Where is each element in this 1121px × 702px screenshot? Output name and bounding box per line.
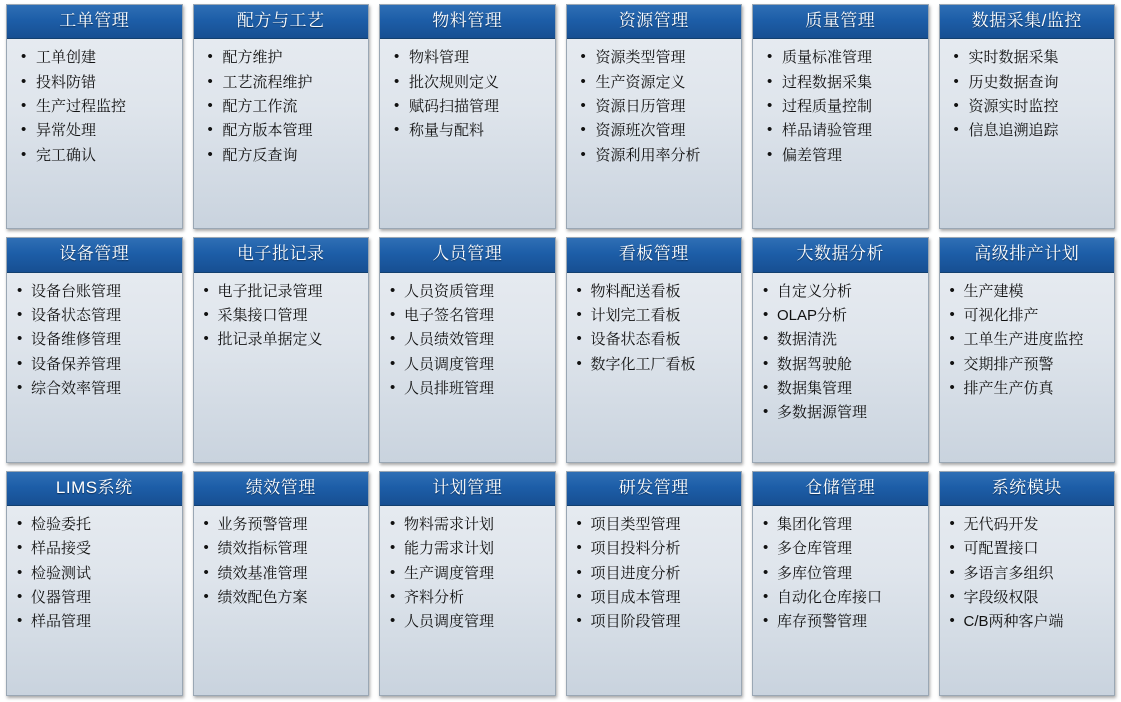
module-card-body xyxy=(567,506,742,695)
module-feature-item[interactable]: • 工单生产进度监控 xyxy=(950,329,1109,350)
module-card[interactable] xyxy=(193,237,370,462)
module-feature-item[interactable]: • 可配置接口 xyxy=(950,538,1109,559)
module-feature-item[interactable]: • 样品接受 xyxy=(17,538,176,559)
module-feature-item[interactable]: • 集团化管理 xyxy=(763,514,922,535)
module-feature-item[interactable]: • 绩效基准管理 xyxy=(204,563,363,584)
module-card-body xyxy=(567,39,742,228)
module-card-title: 电子批记录 xyxy=(194,238,369,272)
module-card-body xyxy=(380,273,555,462)
module-feature-item[interactable]: • 配方工作流 xyxy=(206,96,363,117)
module-card-body xyxy=(194,273,369,462)
module-feature-item[interactable]: • 赋码扫描管理 xyxy=(392,96,549,117)
module-card[interactable] xyxy=(193,471,370,696)
module-feature-list xyxy=(763,514,922,632)
module-card-title: 设备管理 xyxy=(7,238,182,272)
module-feature-item[interactable]: • 排产生产仿真 xyxy=(950,378,1109,399)
module-card-title: 系统模块 xyxy=(940,472,1115,506)
module-feature-item[interactable]: • 设备保养管理 xyxy=(17,354,176,375)
module-feature-item[interactable]: • 综合效率管理 xyxy=(17,378,176,399)
module-card[interactable] xyxy=(6,4,183,229)
module-card[interactable] xyxy=(566,4,743,229)
module-feature-item[interactable]: • 物料配送看板 xyxy=(577,281,736,302)
module-feature-item[interactable]: • 设备台账管理 xyxy=(17,281,176,302)
module-feature-item[interactable]: • 实时数据采集 xyxy=(952,47,1109,68)
module-feature-item[interactable]: • 齐料分析 xyxy=(390,587,549,608)
module-card-body xyxy=(940,506,1115,695)
module-card-title: 配方与工艺 xyxy=(194,5,369,39)
module-card-title: 仓储管理 xyxy=(753,472,928,506)
module-card[interactable] xyxy=(752,4,929,229)
module-card-body xyxy=(194,39,369,228)
module-feature-list xyxy=(17,514,176,632)
module-feature-item[interactable]: • 生产调度管理 xyxy=(390,563,549,584)
module-feature-item[interactable]: • 样品管理 xyxy=(17,611,176,632)
module-card-title: LIMS系统 xyxy=(7,472,182,506)
module-feature-list xyxy=(19,47,176,165)
module-feature-list xyxy=(952,47,1109,141)
module-feature-item[interactable]: • 电子签名管理 xyxy=(390,305,549,326)
module-feature-item[interactable]: • 人员调度管理 xyxy=(390,611,549,632)
module-feature-item[interactable]: • 质量标准管理 xyxy=(765,47,922,68)
module-feature-item[interactable]: • 配方维护 xyxy=(206,47,363,68)
module-card-body xyxy=(7,273,182,462)
module-feature-item[interactable]: • 人员绩效管理 xyxy=(390,329,549,350)
module-card[interactable] xyxy=(379,237,556,462)
module-feature-list xyxy=(950,281,1109,399)
module-feature-list xyxy=(579,47,736,165)
module-card[interactable] xyxy=(379,4,556,229)
module-card-title: 看板管理 xyxy=(567,238,742,272)
module-feature-item[interactable]: • 项目类型管理 xyxy=(577,514,736,535)
module-card[interactable] xyxy=(566,471,743,696)
module-feature-item[interactable]: • 生产资源定义 xyxy=(579,72,736,93)
module-feature-item[interactable]: • 多仓库管理 xyxy=(763,538,922,559)
module-feature-item[interactable]: • 项目阶段管理 xyxy=(577,611,736,632)
module-feature-item[interactable]: • 设备维修管理 xyxy=(17,329,176,350)
module-feature-item[interactable]: • 异常处理 xyxy=(19,120,176,141)
module-feature-item[interactable]: • 检验测试 xyxy=(17,563,176,584)
module-feature-item[interactable]: • 物料需求计划 xyxy=(390,514,549,535)
module-feature-item[interactable]: • 采集接口管理 xyxy=(204,305,363,326)
module-feature-item[interactable]: • 批次规则定义 xyxy=(392,72,549,93)
module-feature-item[interactable]: • 计划完工看板 xyxy=(577,305,736,326)
module-card-body xyxy=(940,273,1115,462)
module-feature-list xyxy=(17,281,176,399)
module-card-body xyxy=(7,39,182,228)
module-feature-list xyxy=(950,514,1109,632)
module-feature-list xyxy=(765,47,922,165)
module-feature-list xyxy=(392,47,549,141)
module-feature-item[interactable]: • 项目成本管理 xyxy=(577,587,736,608)
module-feature-item[interactable]: • 绩效配色方案 xyxy=(204,587,363,608)
module-feature-item[interactable]: • 人员调度管理 xyxy=(390,354,549,375)
module-feature-item[interactable]: • 人员资质管理 xyxy=(390,281,549,302)
module-card[interactable] xyxy=(6,471,183,696)
module-feature-item[interactable]: • 数字化工厂看板 xyxy=(577,354,736,375)
module-feature-item[interactable]: • 批记录单据定义 xyxy=(204,329,363,350)
module-card-body xyxy=(7,506,182,695)
module-card-title: 数据采集/监控 xyxy=(940,5,1115,39)
module-card-body xyxy=(380,39,555,228)
module-card[interactable] xyxy=(752,471,929,696)
module-card-body xyxy=(380,506,555,695)
module-feature-item[interactable]: • 自动化仓库接口 xyxy=(763,587,922,608)
module-feature-item[interactable]: • 绩效指标管理 xyxy=(204,538,363,559)
module-feature-item[interactable]: • 能力需求计划 xyxy=(390,538,549,559)
module-feature-list xyxy=(577,281,736,375)
module-feature-item[interactable]: • 数据集管理 xyxy=(763,378,922,399)
module-card-body xyxy=(567,273,742,462)
module-feature-item[interactable]: • 人员排班管理 xyxy=(390,378,549,399)
module-feature-item[interactable]: • 配方反查询 xyxy=(206,145,363,166)
module-feature-item[interactable]: • 项目进度分析 xyxy=(577,563,736,584)
module-feature-list xyxy=(577,514,736,632)
module-feature-item[interactable]: • 称量与配料 xyxy=(392,120,549,141)
module-feature-item[interactable]: • 数据驾驶舱 xyxy=(763,354,922,375)
module-feature-item[interactable]: • 偏差管理 xyxy=(765,145,922,166)
module-feature-list xyxy=(390,281,549,399)
module-feature-item[interactable]: • 工艺流程维护 xyxy=(206,72,363,93)
module-feature-list xyxy=(206,47,363,165)
module-feature-list xyxy=(204,514,363,608)
module-feature-item[interactable]: • 自定义分析 xyxy=(763,281,922,302)
module-card-title: 工单管理 xyxy=(7,5,182,39)
module-feature-item[interactable]: • 多数据源管理 xyxy=(763,402,922,423)
module-feature-item[interactable]: • 完工确认 xyxy=(19,145,176,166)
module-feature-item[interactable]: • 样品请验管理 xyxy=(765,120,922,141)
module-card-title: 大数据分析 xyxy=(753,238,928,272)
module-card[interactable] xyxy=(566,237,743,462)
module-feature-item[interactable]: • 工单创建 xyxy=(19,47,176,68)
module-card-body xyxy=(194,506,369,695)
module-card-title: 高级排产计划 xyxy=(940,238,1115,272)
module-feature-list xyxy=(763,281,922,424)
module-card-title: 物料管理 xyxy=(380,5,555,39)
module-feature-item[interactable]: • 数据清洗 xyxy=(763,329,922,350)
module-feature-item[interactable]: • 无代码开发 xyxy=(950,514,1109,535)
module-feature-item[interactable]: • 投料防错 xyxy=(19,72,176,93)
module-feature-item[interactable]: • 资源实时监控 xyxy=(952,96,1109,117)
module-feature-item[interactable]: • 业务预警管理 xyxy=(204,514,363,535)
module-card[interactable] xyxy=(6,237,183,462)
module-feature-item[interactable]: • 资源班次管理 xyxy=(579,120,736,141)
module-feature-item[interactable]: • 项目投料分析 xyxy=(577,538,736,559)
module-feature-item[interactable]: • 库存预警管理 xyxy=(763,611,922,632)
module-card-title: 计划管理 xyxy=(380,472,555,506)
module-feature-item[interactable]: • 多语言多组织 xyxy=(950,563,1109,584)
module-feature-item[interactable]: • 资源日历管理 xyxy=(579,96,736,117)
module-feature-item[interactable]: • 信息追溯追踪 xyxy=(952,120,1109,141)
module-feature-item[interactable]: • 设备状态管理 xyxy=(17,305,176,326)
module-feature-item[interactable]: • 过程数据采集 xyxy=(765,72,922,93)
module-feature-item[interactable]: • 生产建模 xyxy=(950,281,1109,302)
module-feature-item[interactable]: • 检验委托 xyxy=(17,514,176,535)
module-feature-item[interactable]: • 电子批记录管理 xyxy=(204,281,363,302)
module-card[interactable] xyxy=(379,471,556,696)
module-card-title: 绩效管理 xyxy=(194,472,369,506)
module-feature-item[interactable]: • 多库位管理 xyxy=(763,563,922,584)
module-feature-item[interactable]: • 历史数据查询 xyxy=(952,72,1109,93)
module-feature-item[interactable]: • 生产过程监控 xyxy=(19,96,176,117)
module-card-body xyxy=(753,273,928,462)
module-feature-item[interactable]: • 物料管理 xyxy=(392,47,549,68)
module-card[interactable] xyxy=(193,4,370,229)
module-card-title: 资源管理 xyxy=(567,5,742,39)
module-feature-item[interactable]: • 过程质量控制 xyxy=(765,96,922,117)
module-feature-item[interactable]: • OLAP分析 xyxy=(763,305,922,326)
module-feature-item[interactable]: • 仪器管理 xyxy=(17,587,176,608)
module-feature-item[interactable]: • 字段级权限 xyxy=(950,587,1109,608)
module-card-title: 研发管理 xyxy=(567,472,742,506)
module-card[interactable] xyxy=(939,237,1116,462)
module-feature-item[interactable]: • 设备状态看板 xyxy=(577,329,736,350)
module-card-body xyxy=(753,39,928,228)
module-feature-item[interactable]: • 配方版本管理 xyxy=(206,120,363,141)
module-feature-list xyxy=(204,281,363,351)
module-feature-list xyxy=(390,514,549,632)
module-feature-item[interactable]: • C/B两种客户端 xyxy=(950,611,1109,632)
module-card[interactable] xyxy=(752,237,929,462)
module-card[interactable] xyxy=(939,4,1116,229)
module-feature-item[interactable]: • 交期排产预警 xyxy=(950,354,1109,375)
module-card-title: 质量管理 xyxy=(753,5,928,39)
module-card-body xyxy=(753,506,928,695)
module-feature-item[interactable]: • 可视化排产 xyxy=(950,305,1109,326)
module-feature-item[interactable]: • 资源利用率分析 xyxy=(579,145,736,166)
module-card[interactable] xyxy=(939,471,1116,696)
module-card-title: 人员管理 xyxy=(380,238,555,272)
module-feature-item[interactable]: • 资源类型管理 xyxy=(579,47,736,68)
module-card-body xyxy=(940,39,1115,228)
